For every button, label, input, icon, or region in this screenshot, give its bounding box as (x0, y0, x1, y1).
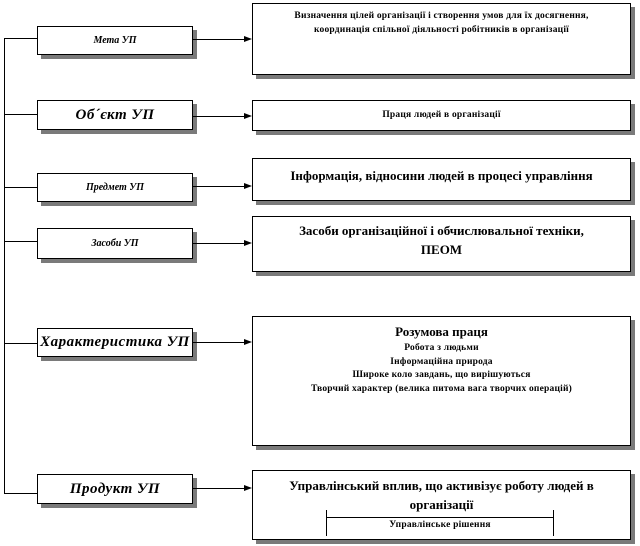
connector-spine-to-row5 (4, 343, 37, 344)
connector-row5 (193, 342, 245, 343)
content-product-line-2: організації (409, 496, 474, 512)
arrow-row6 (244, 485, 252, 491)
connector-spine-to-row6 (4, 493, 37, 494)
content-characteristic-heading: Розумова праця (395, 324, 488, 339)
connector-spine (4, 38, 5, 494)
arrow-row1 (244, 36, 252, 42)
content-box-object (252, 100, 631, 131)
connector-row1 (193, 39, 245, 40)
arrow-row2 (244, 113, 252, 119)
content-box-meta (252, 3, 631, 75)
content-characteristic-line-2: Робота з людьми (404, 342, 479, 353)
content-product-line-1: Управлінський вплив, що активізує роботу людей в (289, 478, 594, 493)
content-characteristic-line-4: Широке коло завдань, що вирішуються (352, 370, 531, 381)
label-box-characteristic (37, 328, 193, 357)
content-meta-line-1: Визначення цілей організації і створення умов для їх досягнення, (294, 11, 589, 21)
connector-row3 (193, 186, 245, 187)
connector-spine-to-row2 (4, 114, 37, 115)
label-object: Об´єкт УП (75, 106, 155, 123)
arrow-row5 (244, 339, 252, 345)
content-box-characteristic (252, 316, 631, 446)
label-product: Продукт УП (69, 480, 161, 497)
connector-spine-to-row3 (4, 187, 37, 188)
content-subject-line-1: Інформація, відносини людей в процесі управління (290, 168, 593, 183)
content-means-line-1: Засоби організаційної і обчислювальної техніки, (299, 223, 584, 238)
arrow-row4 (244, 240, 252, 246)
label-box-means (37, 228, 193, 259)
content-means-line-2: ПЕОМ (420, 241, 463, 257)
content-meta-line-2: координація спільної діяльності робітників в організації (313, 24, 569, 35)
connector-row2 (193, 116, 245, 117)
arrow-row3 (244, 183, 252, 189)
connector-row6 (193, 488, 245, 489)
label-means: Засоби УП (91, 238, 139, 249)
content-characteristic-line-3: Інформаційна природа (390, 356, 493, 367)
decision-bracket-right (553, 510, 554, 536)
content-object-line-1: Праця людей в організації (382, 109, 501, 120)
connector-spine-to-row4 (4, 241, 37, 242)
connector-spine-to-row1 (4, 38, 37, 39)
label-subject: Предмет УП (85, 182, 145, 193)
label-characteristic: Характеристика УП (40, 334, 190, 350)
content-box-subject (252, 158, 631, 201)
content-characteristic-line-5: Творчий характер (велика питома вага творчих операцій) (310, 384, 572, 395)
decision-bracket-top (326, 517, 554, 518)
label-box-meta (37, 26, 193, 55)
content-product-decision: Управлінське рішення (389, 520, 491, 530)
label-box-product (37, 474, 193, 504)
label-box-object (37, 100, 193, 130)
label-meta: Мета УП (93, 35, 137, 46)
content-box-means (252, 216, 631, 272)
label-box-subject (37, 173, 193, 202)
connector-row4 (193, 243, 245, 244)
